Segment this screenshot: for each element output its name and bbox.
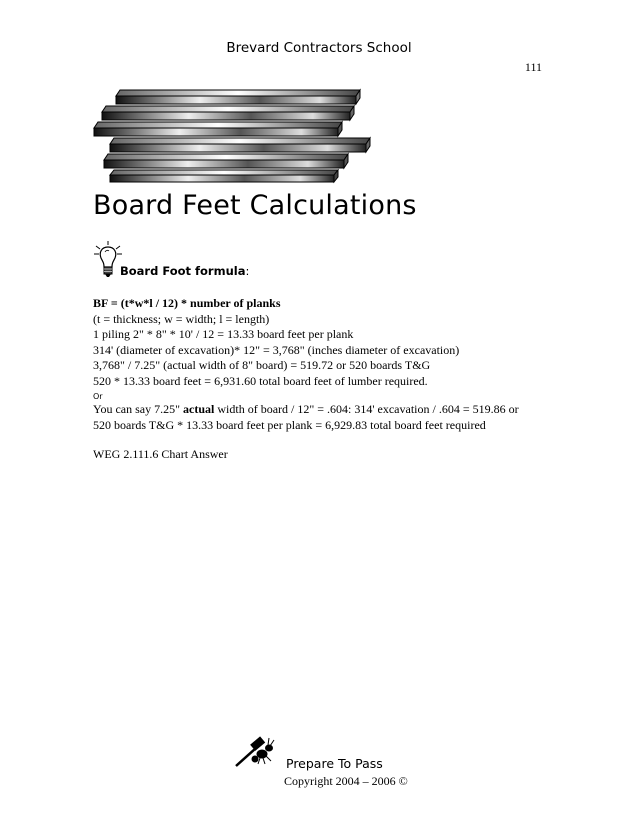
header-school-name: Brevard Contractors School [226,40,412,56]
page-number: 111 [524,60,542,74]
calc-line-2: 314' (diameter of excavation)* 12" = 3,768" (inches diameter of excavation) [93,342,460,357]
subheading-colon: : [245,264,250,278]
page-title: Board Feet Calculations [93,190,417,221]
or-label: Or [93,392,103,401]
lumber-stack-icon [84,84,384,184]
alt-line-2: 520 boards T&G * 13.33 board feet per plank = 6,929.83 total board feet required [93,417,486,432]
subheading-label: Board Foot formula [120,264,246,278]
calculation-body [93,296,563,463]
alt-rest: width of board / 12" = .604: 314' excavation / .604 = 519.86 or [214,402,519,416]
reference-line: WEG 2.111.6 Chart Answer [93,447,228,461]
footer-tagline: Prepare To Pass [286,756,383,771]
formula-line: BF = (t*w*l / 12) * number of planks [93,296,281,310]
variable-legend: (t = thickness; w = width; l = length) [93,311,270,326]
footer-copyright: Copyright 2004 – 2006 © [284,774,408,788]
calc-line-1: 1 piling 2" * 8" * 10' / 12 = 13.33 board feet per plank [93,327,354,341]
alt-prefix: You can say 7.25" [93,402,184,416]
ant-hammer-icon [232,736,276,770]
alt-bold-word: actual [183,402,215,416]
calc-line-3: 3,768" / 7.25" (actual width of 8" board) = 519.72 or 520 boards T&G [93,358,431,372]
alt-line-1 [93,402,563,418]
calc-line-4: 520 * 13.33 board feet = 6,931.60 total board feet of lumber required. [93,373,428,388]
formula-subheading [120,264,249,278]
